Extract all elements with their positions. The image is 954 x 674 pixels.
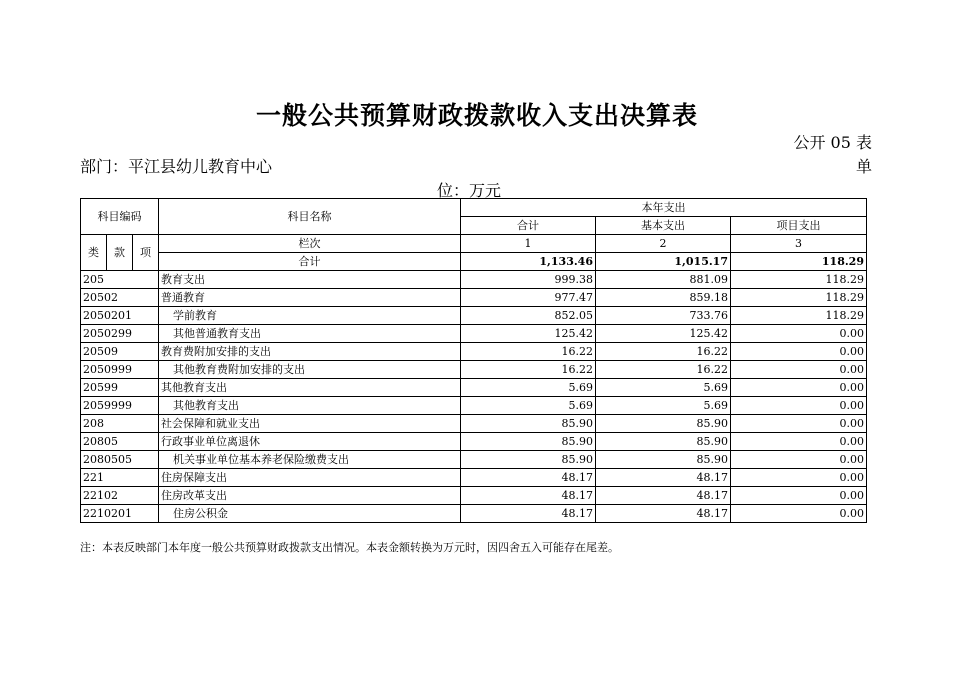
header-kuan: 款 [107,235,133,271]
row-name: 其他教育费附加安排的支出 [159,361,461,379]
row-basic: 881.09 [596,271,731,289]
row-name: 学前教育 [159,307,461,325]
row-name: 机关事业单位基本养老保险缴费支出 [159,451,461,469]
row-code: 2050299 [81,325,159,343]
row-basic: 16.22 [596,361,731,379]
row-total: 48.17 [461,469,596,487]
row-name: 行政事业单位离退休 [159,433,461,451]
row-basic: 5.69 [596,379,731,397]
row-basic: 733.76 [596,307,731,325]
table-row [81,343,867,361]
row-total: 852.05 [461,307,596,325]
row-project: 0.00 [731,487,867,505]
row-project: 118.29 [731,307,867,325]
row-code: 2050201 [81,307,159,325]
row-total: 999.38 [461,271,596,289]
form-code: 公开 05 表 [793,133,872,152]
row-name: 住房保障支出 [159,469,461,487]
total-label: 合计 [159,253,461,271]
row-project: 0.00 [731,505,867,523]
row-basic: 48.17 [596,469,731,487]
row-code: 20509 [81,343,159,361]
header-col1: 1 [461,235,596,253]
footnote: 注：本表反映部门本年度一般公共预算财政拨款支出情况。本表金额转换为万元时，因四舍五入可能存在尾差。 [80,541,619,554]
row-total: 977.47 [461,289,596,307]
row-total: 16.22 [461,361,596,379]
row-code: 221 [81,469,159,487]
row-basic: 48.17 [596,505,731,523]
unit-prefix: 单 [855,157,872,176]
row-project: 118.29 [731,271,867,289]
row-project: 0.00 [731,361,867,379]
unit-label: 位：万元 [437,181,502,200]
row-total: 125.42 [461,325,596,343]
budget-table [80,198,867,523]
row-code: 2210201 [81,505,159,523]
row-project: 0.00 [731,415,867,433]
row-code: 2080505 [81,451,159,469]
row-project: 0.00 [731,469,867,487]
row-total: 5.69 [461,397,596,415]
total-basic: 1,015.17 [596,253,731,271]
row-name: 住房公积金 [159,505,461,523]
row-basic: 85.90 [596,433,731,451]
table-row [81,307,867,325]
total-total: 1,133.46 [461,253,596,271]
row-code: 208 [81,415,159,433]
header-row-3 [81,235,867,253]
row-code: 205 [81,271,159,289]
row-project: 0.00 [731,325,867,343]
header-lei: 类 [81,235,107,271]
row-code: 2050999 [81,361,159,379]
header-xiang: 项 [133,235,159,271]
table-row [81,469,867,487]
row-basic: 5.69 [596,397,731,415]
row-project: 0.00 [731,433,867,451]
table-row [81,271,867,289]
header-col2: 2 [596,235,731,253]
table-row [81,289,867,307]
header-subject-code: 科目编码 [81,199,159,235]
row-project: 118.29 [731,289,867,307]
row-code: 22102 [81,487,159,505]
header-project-expense: 项目支出 [731,217,867,235]
row-basic: 85.90 [596,415,731,433]
row-total: 85.90 [461,415,596,433]
row-name: 住房改革支出 [159,487,461,505]
row-code: 20502 [81,289,159,307]
row-basic: 16.22 [596,343,731,361]
row-total: 48.17 [461,487,596,505]
row-total: 5.69 [461,379,596,397]
row-total: 48.17 [461,505,596,523]
row-project: 0.00 [731,343,867,361]
department-label: 部门：平江县幼儿教育中心 [80,157,273,176]
table-row [81,415,867,433]
row-total: 16.22 [461,343,596,361]
row-name: 其他教育支出 [159,397,461,415]
header-basic-expense: 基本支出 [596,217,731,235]
row-name: 教育支出 [159,271,461,289]
table-row [81,433,867,451]
row-project: 0.00 [731,397,867,415]
header-total: 合计 [461,217,596,235]
page-title: 一般公共预算财政拨款收入支出决算表 [255,101,698,130]
row-name: 其他普通教育支出 [159,325,461,343]
table-row [81,397,867,415]
table-row [81,505,867,523]
row-basic: 85.90 [596,451,731,469]
row-project: 0.00 [731,379,867,397]
table-row [81,487,867,505]
header-subject-name: 科目名称 [159,199,461,235]
table-row [81,379,867,397]
header-row-1 [81,199,867,217]
row-code: 20599 [81,379,159,397]
row-name: 社会保障和就业支出 [159,415,461,433]
table-row [81,361,867,379]
row-code: 20805 [81,433,159,451]
row-name: 教育费附加安排的支出 [159,343,461,361]
row-code: 2059999 [81,397,159,415]
row-name: 其他教育支出 [159,379,461,397]
row-total: 85.90 [461,451,596,469]
row-basic: 125.42 [596,325,731,343]
header-column-index: 栏次 [159,235,461,253]
row-total: 85.90 [461,433,596,451]
table-row [81,451,867,469]
row-basic: 859.18 [596,289,731,307]
header-current-year-expense: 本年支出 [461,199,867,217]
row-name: 普通教育 [159,289,461,307]
total-project: 118.29 [731,253,867,271]
table-row [81,325,867,343]
header-col3: 3 [731,235,867,253]
row-basic: 48.17 [596,487,731,505]
total-row [81,253,867,271]
row-project: 0.00 [731,451,867,469]
